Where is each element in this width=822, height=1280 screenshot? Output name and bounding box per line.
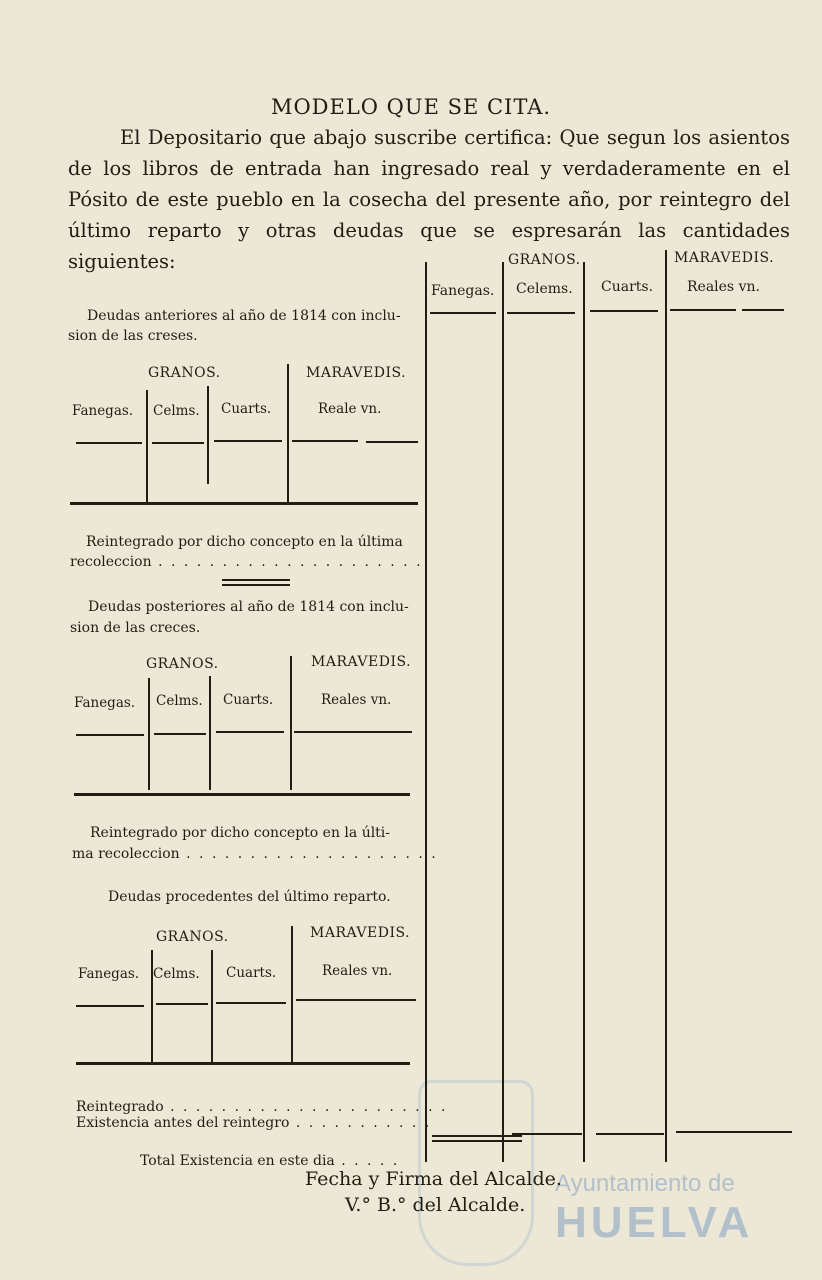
section2-reales: Reales vn. bbox=[321, 692, 392, 708]
s1-vline-1 bbox=[146, 390, 148, 502]
right-table-col-divider-1 bbox=[502, 262, 504, 1162]
section1-fanegas: Fanegas. bbox=[72, 403, 134, 419]
s1-vline-2 bbox=[207, 386, 209, 484]
s2-rule-1 bbox=[76, 734, 144, 736]
total-rule-1 bbox=[432, 1135, 522, 1137]
signature-line2: V.° B.° del Alcalde. bbox=[345, 1194, 526, 1216]
right-table-col-divider-2 bbox=[583, 262, 585, 1162]
section2-label-line1: Deudas posteriores al año de 1814 con inclu- bbox=[88, 599, 409, 615]
right-maravedis-header: MARAVEDIS. bbox=[674, 250, 775, 266]
s1-rule-3 bbox=[214, 440, 282, 442]
reint1-line2: recoleccion . . . . . . . . . . . . . . . . . . . . . bbox=[70, 554, 423, 570]
s3-rule-3 bbox=[216, 1002, 286, 1004]
right-header-rule-3 bbox=[590, 310, 658, 312]
right-cuarts-header: Cuarts. bbox=[601, 279, 654, 295]
s2-vline-3 bbox=[290, 656, 292, 790]
section3-cuarts: Cuarts. bbox=[226, 965, 277, 981]
reint2-line2: ma recoleccion . . . . . . . . . . . . . . . . . . . . bbox=[72, 846, 438, 862]
s3-rule-2 bbox=[156, 1003, 208, 1005]
total-rule-3 bbox=[596, 1133, 664, 1135]
reint1-double-rule-2 bbox=[222, 584, 290, 586]
section1-cuarts: Cuarts. bbox=[221, 401, 272, 417]
s3-rule-4 bbox=[296, 999, 416, 1001]
section1-celms: Celms. bbox=[153, 403, 200, 419]
section1-reales: Reale vn. bbox=[318, 401, 382, 417]
s2-rule-3 bbox=[216, 731, 284, 733]
reint2-line1: Reintegrado por dicho concepto en la últi- bbox=[90, 825, 391, 841]
right-fanegas-header: Fanegas. bbox=[431, 283, 495, 299]
section1-granos: GRANOS. bbox=[148, 365, 221, 381]
section2-fanegas: Fanegas. bbox=[74, 695, 136, 711]
s3-vline-3 bbox=[291, 926, 293, 1062]
right-reales-header: Reales vn. bbox=[687, 279, 760, 295]
section3-celms: Celms. bbox=[153, 966, 200, 982]
total-rule-2 bbox=[512, 1133, 582, 1135]
total-rule-4 bbox=[676, 1131, 792, 1133]
intro-paragraph: El Depositario que abajo suscribe certifica: Que segun los asientos de los libros de entrada han ingresado real y verdaderamente en el Pósito de este pueblo en la cosecha del presente año, por reintegro del último reparto y otras deudas que se espresarán las cantidades siguientes: bbox=[68, 126, 790, 273]
s1-vline-3 bbox=[287, 364, 289, 502]
section3-label: Deudas procedentes del último reparto. bbox=[108, 889, 391, 905]
s1-rule-5 bbox=[366, 441, 418, 443]
s1-bottom-rule bbox=[70, 502, 418, 505]
right-header-rule-5 bbox=[742, 309, 784, 311]
s1-rule-4 bbox=[292, 440, 358, 442]
s3-bottom-rule bbox=[76, 1062, 410, 1065]
section2-celms: Celms. bbox=[156, 693, 203, 709]
page-title: MODELO QUE SE CITA. bbox=[270, 95, 552, 119]
s2-vline-2 bbox=[209, 676, 211, 790]
section2-cuarts: Cuarts. bbox=[223, 692, 274, 708]
s2-vline-1 bbox=[148, 678, 150, 790]
s3-vline-2 bbox=[211, 950, 213, 1062]
section2-label-line2: sion de las creces. bbox=[70, 620, 201, 636]
section1-maravedis: MARAVEDIS. bbox=[306, 365, 407, 381]
section1-label-line1: Deudas anteriores al año de 1814 con inclu- bbox=[87, 308, 401, 324]
s2-rule-4 bbox=[294, 731, 412, 733]
right-header-rule-2 bbox=[507, 312, 575, 314]
right-header-rule-1 bbox=[430, 312, 496, 314]
right-granos-header: GRANOS. bbox=[508, 252, 581, 268]
reintegrado-label: Reintegrado . . . . . . . . . . . . . . . . . . . . . . bbox=[76, 1099, 448, 1115]
right-celems-header: Celems. bbox=[516, 281, 573, 297]
watermark-line1: Ayuntamiento de bbox=[555, 1170, 735, 1197]
s1-rule-1 bbox=[76, 442, 142, 444]
reint1-double-rule-1 bbox=[222, 579, 290, 581]
s3-rule-1 bbox=[76, 1005, 144, 1007]
section3-reales: Reales vn. bbox=[322, 963, 393, 979]
total-rule-1b bbox=[432, 1140, 522, 1142]
section3-maravedis: MARAVEDIS. bbox=[310, 925, 411, 941]
section3-fanegas: Fanegas. bbox=[78, 966, 140, 982]
watermark-line2: HUELVA bbox=[555, 1198, 754, 1247]
reint1-line1: Reintegrado por dicho concepto en la última bbox=[86, 534, 403, 550]
s2-bottom-rule bbox=[74, 793, 410, 796]
total-existencia-label: Total Existencia en este dia . . . . . bbox=[140, 1153, 400, 1169]
right-table-left-border bbox=[425, 262, 427, 1162]
right-table-col-divider-3 bbox=[665, 250, 667, 1162]
section2-granos: GRANOS. bbox=[146, 656, 219, 672]
section2-maravedis: MARAVEDIS. bbox=[311, 654, 412, 670]
s2-rule-2 bbox=[154, 733, 206, 735]
section3-granos: GRANOS. bbox=[156, 929, 229, 945]
signature-line1: Fecha y Firma del Alcalde. bbox=[305, 1168, 562, 1190]
section1-label-line2: sion de las creses. bbox=[68, 328, 198, 344]
s1-rule-2 bbox=[152, 442, 204, 444]
existencia-label: Existencia antes del reintegro . . . . . . . . . . . bbox=[76, 1115, 432, 1131]
right-header-rule-4 bbox=[670, 309, 736, 311]
s3-vline-1 bbox=[151, 950, 153, 1062]
